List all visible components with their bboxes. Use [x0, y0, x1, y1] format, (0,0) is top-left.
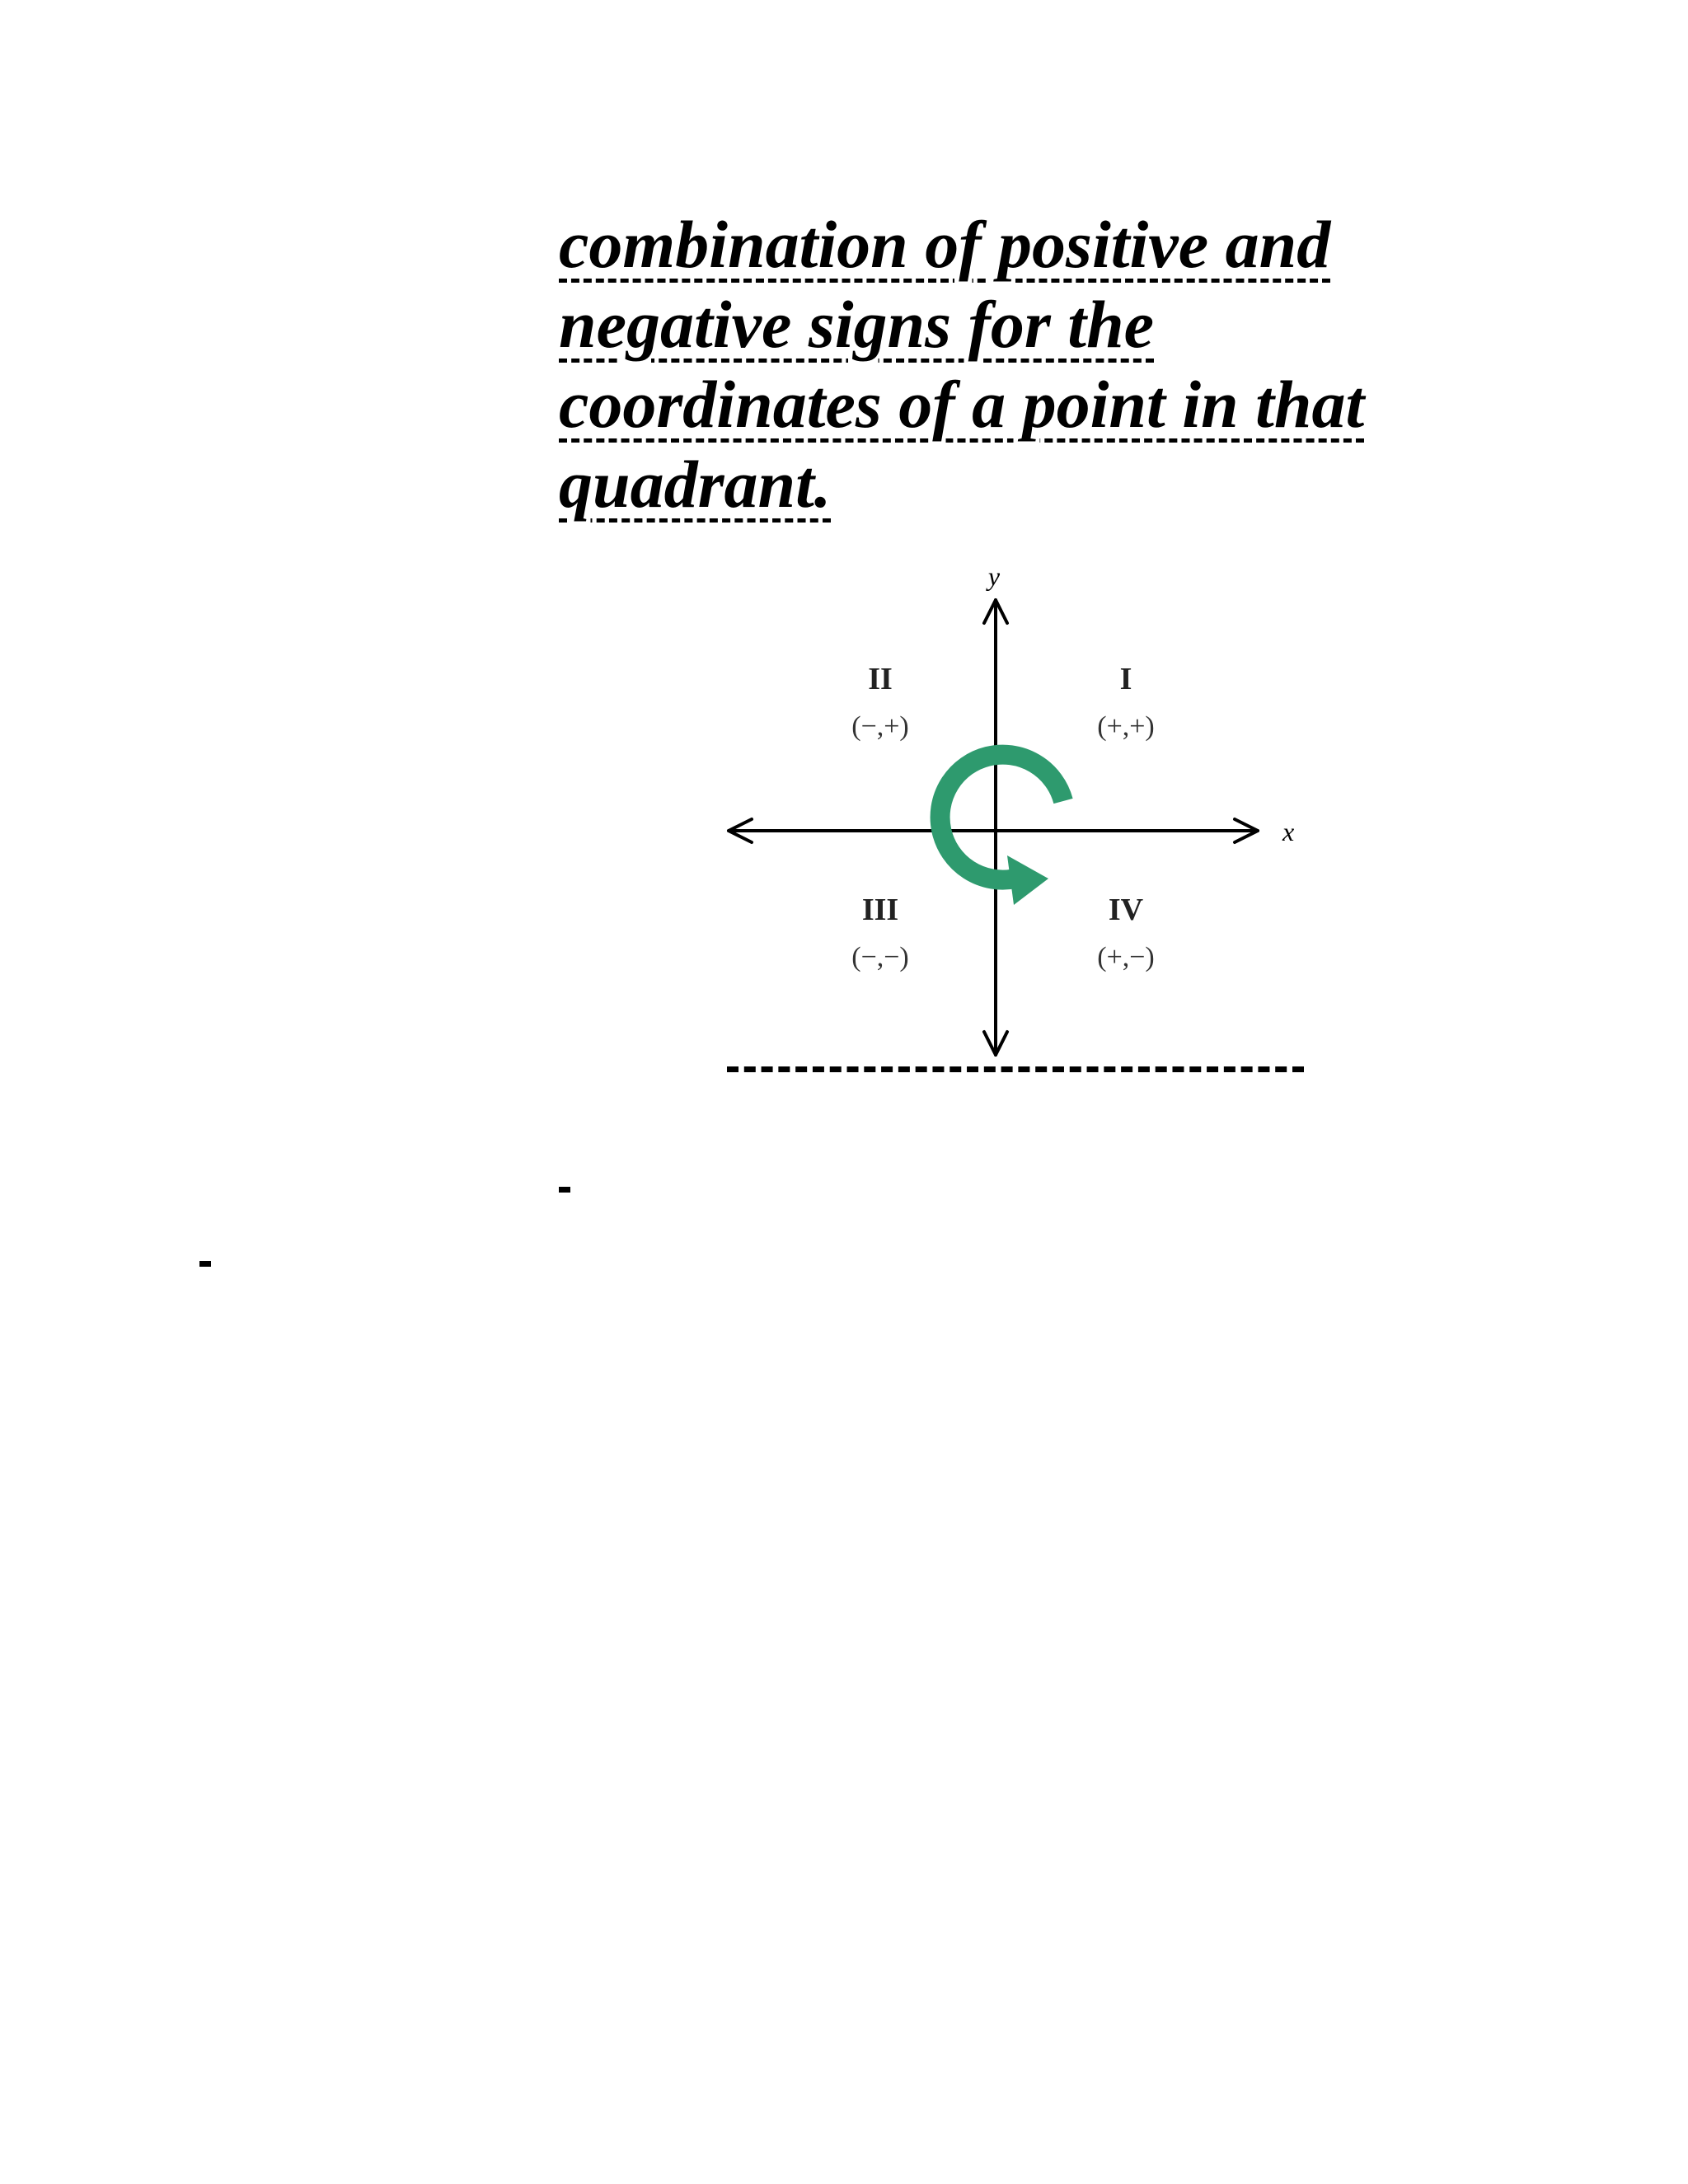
stray-mark: [559, 1187, 570, 1193]
y-axis-label: y: [987, 561, 1001, 591]
instruction-text: [559, 204, 1465, 524]
text-line: coordinates of a point in that: [559, 367, 1365, 442]
text-line: combination of positive and: [559, 207, 1331, 282]
coordinate-plane-svg: [717, 560, 1311, 1104]
coordinate-plane-diagram: [717, 560, 1311, 1104]
quadrant-3-signs: (−,−): [851, 942, 909, 972]
quadrant-4-numeral: IV: [1108, 893, 1144, 927]
text-line: negative signs for the: [559, 287, 1155, 362]
quadrant-1-signs: (+,+): [1097, 711, 1155, 742]
x-axis-label: x: [1282, 817, 1295, 846]
text-line: quadrant.: [559, 447, 832, 522]
quadrant-2-numeral: II: [868, 662, 893, 696]
quadrant-1-numeral: I: [1119, 662, 1132, 696]
quadrant-2-signs: (−,+): [851, 711, 909, 742]
stray-mark: [199, 1261, 211, 1267]
y-axis: [984, 600, 1007, 1055]
quadrant-3-numeral: III: [861, 893, 899, 927]
dashed-divider: [727, 1066, 1304, 1072]
x-axis: [729, 819, 1258, 842]
quadrant-4-signs: (+,−): [1097, 942, 1155, 972]
